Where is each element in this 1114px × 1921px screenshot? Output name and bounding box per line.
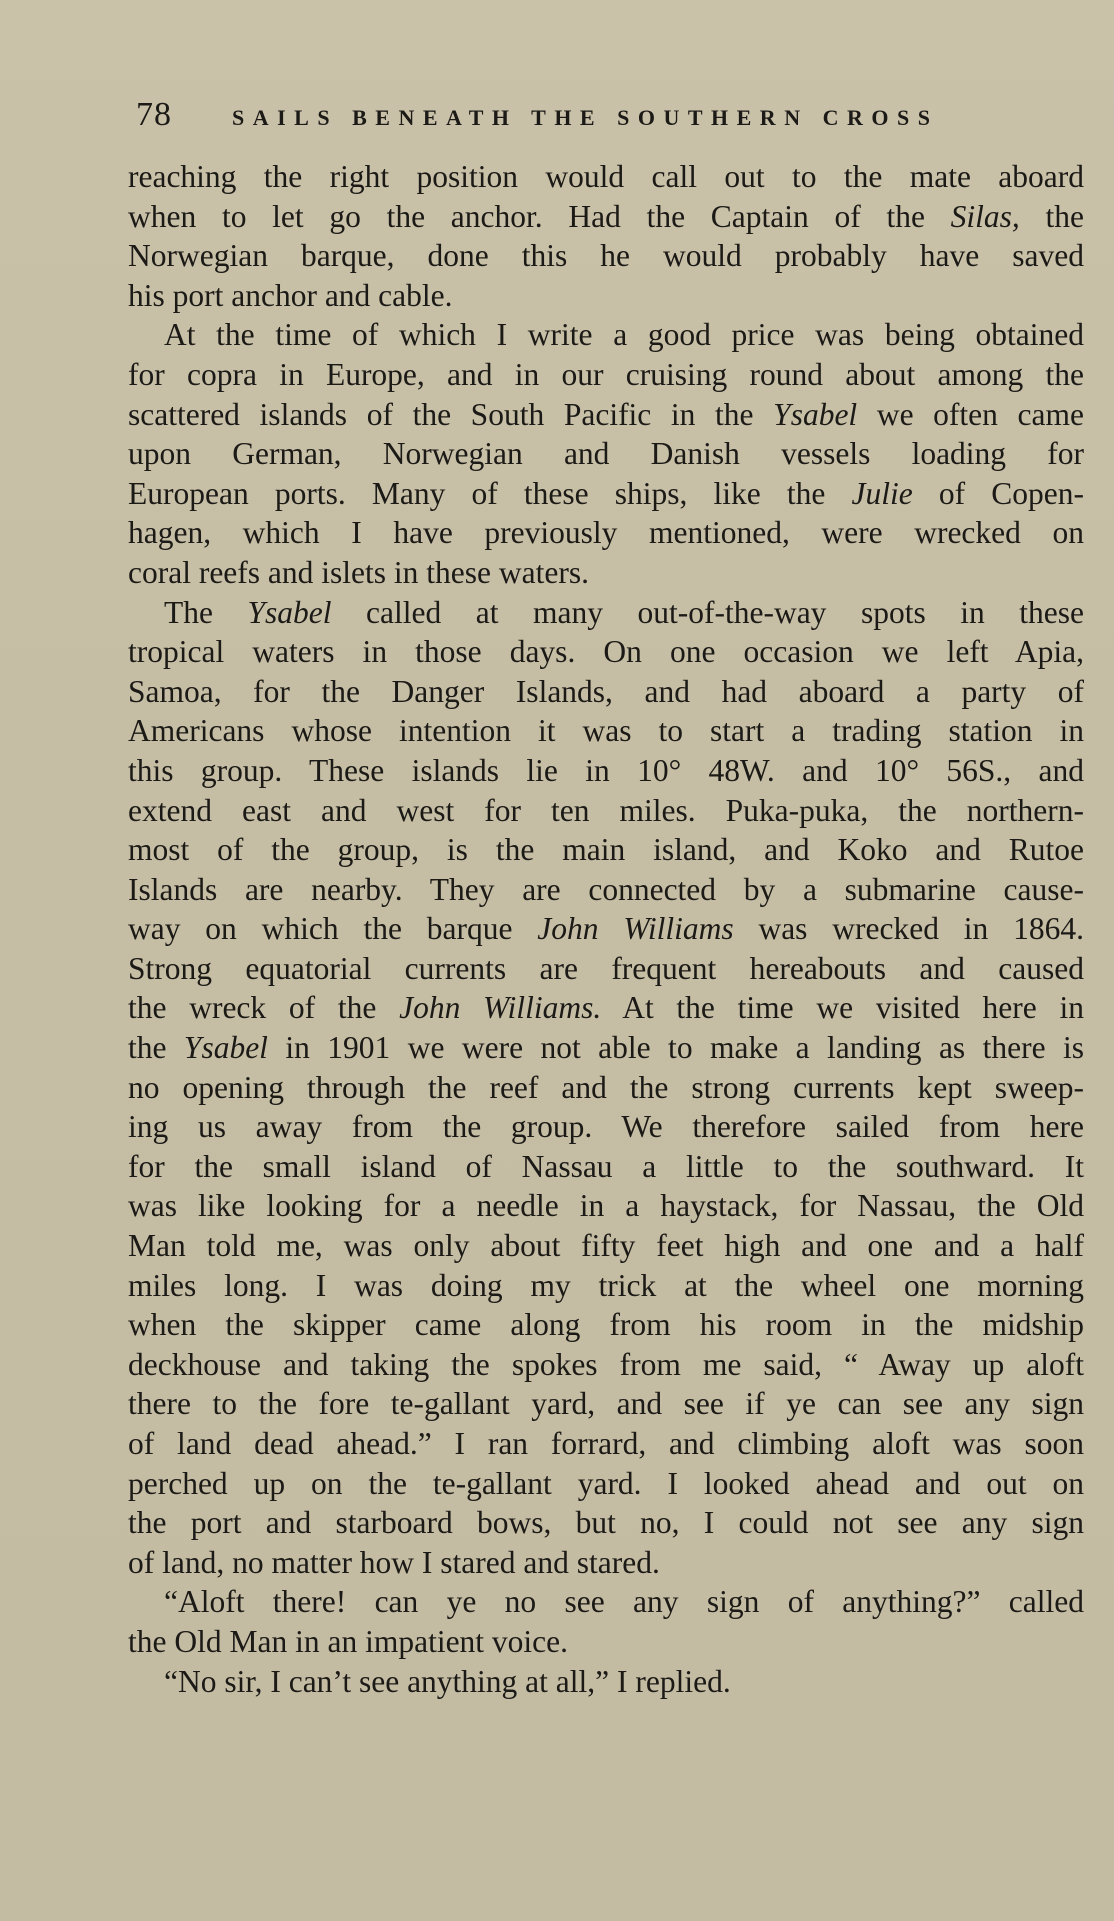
- text-line: for the small island of Nassau a little to the southward. It: [128, 1148, 1084, 1184]
- paragraph: [128, 593, 1084, 1583]
- text-line: “Aloft there! can ye no see any sign of anything?” called: [164, 1584, 1084, 1620]
- text-line: most of the group, is the main island, and Koko and Rutoe: [128, 832, 1084, 868]
- text-line: Strong equatorial currents are frequent hereabouts and caused: [128, 950, 1084, 986]
- text-line: his port anchor and cable.: [128, 277, 453, 313]
- text-line: ing us away from the group. We therefore sailed from here: [128, 1109, 1084, 1145]
- paragraph: [128, 315, 1084, 592]
- text-line: “No sir, I can’t see anything at all,” I replied.: [164, 1663, 731, 1699]
- paragraph: [128, 157, 1084, 315]
- text-line: Norwegian barque, done this he would probably have saved: [128, 238, 1084, 274]
- text-line: when the skipper came along from his room in the midship: [128, 1307, 1084, 1343]
- text-line: no opening through the reef and the strong currents kept sweep-: [128, 1069, 1084, 1105]
- running-head: [136, 96, 1026, 144]
- paragraph: [128, 1662, 1084, 1702]
- text-line: there to the fore te-gallant yard, and see if ye can see any sign: [128, 1386, 1084, 1422]
- text-line: reaching the right position would call out to the mate aboard: [128, 159, 1084, 194]
- text-line: At the time of which I write a good price was being obtained: [164, 317, 1084, 353]
- text-line: the port and starboard bows, but no, I could not see any sign: [128, 1505, 1084, 1541]
- text-line: perched up on the te-gallant yard. I looked ahead and out on: [128, 1465, 1084, 1501]
- running-title: SAILS BENEATH THE SOUTHERN CROSS: [232, 105, 939, 130]
- text-line: the wreck of the John Williams. At the time we visited here in: [128, 990, 1084, 1026]
- text-line: this group. These islands lie in 10° 48W. and 10° 56S., and: [128, 752, 1084, 788]
- text-line: upon German, Norwegian and Danish vessels loading for: [128, 436, 1084, 472]
- text-line: deckhouse and taking the spokes from me said, “ Away up aloft: [128, 1346, 1084, 1382]
- text-line: the Old Man in an impatient voice.: [128, 1623, 569, 1659]
- text-line: The Ysabel called at many out-of-the-way spots in these: [164, 594, 1084, 630]
- text-line: Samoa, for the Danger Islands, and had aboard a party of: [128, 673, 1084, 709]
- text-line: the Ysabel in 1901 we were not able to make a landing as there is: [128, 1030, 1084, 1066]
- text-line: hagen, which I have previously mentioned, were wrecked on: [128, 515, 1084, 551]
- text-line: Americans whose intention it was to start a trading station in: [128, 713, 1084, 749]
- text-line: tropical waters in those days. On one occasion we left Apia,: [128, 634, 1084, 670]
- text-line: was like looking for a needle in a haystack, for Nassau, the Old: [128, 1188, 1084, 1224]
- text-line: of land dead ahead.” I ran forrard, and climbing aloft was soon: [128, 1426, 1084, 1461]
- text-line: Islands are nearby. They are connected by a submarine cause-: [128, 871, 1084, 907]
- text-line: when to let go the anchor. Had the Captain of the Silas, the: [128, 198, 1085, 234]
- text-line: for copra in Europe, and in our cruising round about among the: [128, 356, 1084, 392]
- paragraph: [128, 1582, 1084, 1661]
- text-line: way on which the barque John Williams was wrecked in 1864.: [128, 911, 1084, 947]
- body-text: [128, 157, 1084, 1701]
- page-number: 78: [136, 96, 172, 133]
- text-line: European ports. Many of these ships, like the Julie of Copen-: [128, 475, 1084, 511]
- text-line: extend east and west for ten miles. Puka-puka, the northern-: [128, 792, 1084, 828]
- text-line: of land, no matter how I stared and stared.: [128, 1544, 660, 1580]
- text-line: scattered islands of the South Pacific in the Ysabel we often came: [128, 396, 1084, 432]
- text-line: miles long. I was doing my trick at the wheel one morning: [128, 1267, 1084, 1303]
- text-line: Man told me, was only about fifty feet high and one and a half: [128, 1228, 1084, 1264]
- text-line: coral reefs and islets in these waters.: [128, 554, 589, 590]
